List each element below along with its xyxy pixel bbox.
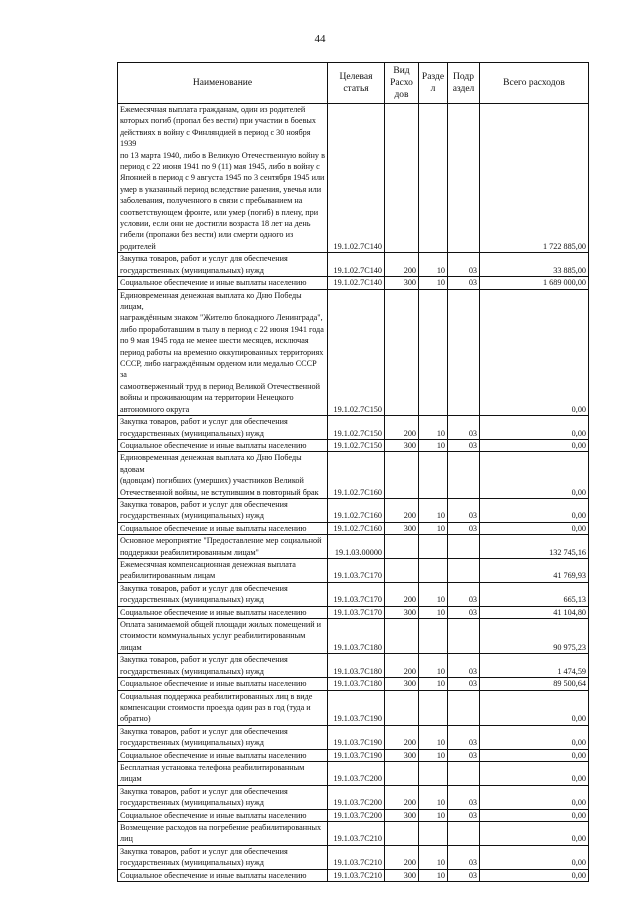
table-row	[118, 725, 589, 749]
cell-name: Единовременная денежная выплата ко Дню Победы лицам, награждённым знаком "Жителю блокадного Ленинграда", либо проработавшим в тылу в период с 22 июня 1941 года по 9 мая 1945 года не менее шести месяцев, исключая период работы на временно оккупированных территориях СССР, либо награждённым орденом или медалью СССР за самоотверженный труд в период Великой Отечественной войны и проживающим на территории Ненецкого автономного округа	[118, 289, 328, 415]
cell-vid: 300	[385, 869, 419, 881]
cell-name: Ежемесячная выплата гражданам, один из родителей которых погиб (пропал без вести) при участии в боевых действиях в войну с Финляндией в период с 30 ноября 1939 по 13 марта 1940, либо в Великую Отечественную войну в период с 22 июня 1941 по 9 (11) мая 1945, либо в войну с Японией в период с 9 августа 1945 по 3 сентября 1945 или умер в указанный период вследствие ранения, увечья или заболевания, полученного в связи с пребыванием на соответствующем фронте, или умер (погиб) в плену, при условии, если они не достигли возраста 18 лет на день гибели (пропажи без вести) или смерти одного из родителей	[118, 104, 328, 253]
cell-total: 132 745,16	[480, 535, 589, 559]
cell-vid	[385, 452, 419, 499]
cell-vid	[385, 535, 419, 559]
cell-total: 1 722 885,00	[480, 104, 589, 253]
cell-name: Закупка товаров, работ и услуг для обеспечения государственных (муниципальных) нужд	[118, 654, 328, 678]
table-row	[118, 499, 589, 523]
table-row	[118, 749, 589, 761]
page-number: 44	[314, 33, 326, 45]
cell-total: 0,00	[480, 415, 589, 439]
cell-name: Закупка товаров, работ и услуг для обеспечения государственных (муниципальных) нужд	[118, 499, 328, 523]
table-row	[118, 535, 589, 559]
header-podr: Подр аздел	[448, 63, 480, 104]
cell-podr	[448, 452, 480, 499]
cell-razdel: 10	[419, 277, 448, 289]
cell-total: 90 975,23	[480, 619, 589, 654]
cell-razdel: 10	[419, 654, 448, 678]
cell-podr	[448, 104, 480, 253]
cell-razdel	[419, 104, 448, 253]
cell-vid: 200	[385, 845, 419, 869]
cell-vid	[385, 690, 419, 725]
table-row	[118, 690, 589, 725]
cell-razdel	[419, 821, 448, 845]
cell-code: 19.1.03.7С190	[328, 749, 385, 761]
cell-razdel: 10	[419, 869, 448, 881]
cell-podr: 03	[448, 678, 480, 690]
cell-razdel: 10	[419, 749, 448, 761]
cell-vid: 200	[385, 654, 419, 678]
cell-vid	[385, 289, 419, 415]
cell-podr: 03	[448, 785, 480, 809]
table-row	[118, 104, 589, 253]
cell-razdel: 10	[419, 785, 448, 809]
cell-podr	[448, 535, 480, 559]
cell-code: 19.1.03.7С200	[328, 809, 385, 821]
cell-podr: 03	[448, 809, 480, 821]
table-row	[118, 439, 589, 451]
cell-name: Единовременная денежная выплата ко Дню Победы вдовам (вдовцам) погибших (умерших) участников Великой Отечественной войны, не вступившим в повторный брак	[118, 452, 328, 499]
cell-name: Социальное обеспечение и иные выплаты населению	[118, 277, 328, 289]
cell-total: 0,00	[480, 725, 589, 749]
cell-code: 19.1.03.7С190	[328, 725, 385, 749]
cell-vid: 300	[385, 277, 419, 289]
table-row	[118, 761, 589, 785]
cell-razdel: 10	[419, 439, 448, 451]
cell-podr: 03	[448, 606, 480, 618]
cell-code: 19.1.03.7С170	[328, 559, 385, 583]
cell-name: Бесплатная установка телефона реабилитированным лицам	[118, 761, 328, 785]
cell-name: Социальное обеспечение и иные выплаты населению	[118, 809, 328, 821]
cell-code: 19.1.02.7С140	[328, 253, 385, 277]
cell-code: 19.1.02.7С140	[328, 277, 385, 289]
table-row	[118, 619, 589, 654]
cell-podr: 03	[448, 522, 480, 534]
cell-vid: 200	[385, 499, 419, 523]
cell-vid: 200	[385, 253, 419, 277]
cell-total: 41 104,80	[480, 606, 589, 618]
cell-total: 0,00	[480, 845, 589, 869]
cell-podr: 03	[448, 499, 480, 523]
cell-vid: 300	[385, 809, 419, 821]
table-row	[118, 522, 589, 534]
cell-name: Социальное обеспечение и иные выплаты населению	[118, 678, 328, 690]
cell-razdel	[419, 559, 448, 583]
cell-vid	[385, 761, 419, 785]
cell-razdel: 10	[419, 678, 448, 690]
cell-code: 19.1.02.7С150	[328, 415, 385, 439]
cell-podr	[448, 289, 480, 415]
table-row	[118, 869, 589, 881]
table-row	[118, 809, 589, 821]
cell-podr: 03	[448, 654, 480, 678]
cell-podr: 03	[448, 869, 480, 881]
cell-code: 19.1.02.7С150	[328, 289, 385, 415]
cell-vid: 200	[385, 725, 419, 749]
cell-name: Закупка товаров, работ и услуг для обеспечения государственных (муниципальных) нужд	[118, 582, 328, 606]
cell-total: 0,00	[480, 809, 589, 821]
cell-total: 0,00	[480, 289, 589, 415]
cell-total: 0,00	[480, 749, 589, 761]
cell-podr: 03	[448, 749, 480, 761]
cell-code: 19.1.02.7С140	[328, 104, 385, 253]
table-row	[118, 678, 589, 690]
cell-name: Закупка товаров, работ и услуг для обеспечения государственных (муниципальных) нужд	[118, 725, 328, 749]
cell-name: Социальное обеспечение и иные выплаты населению	[118, 606, 328, 618]
cell-podr: 03	[448, 253, 480, 277]
cell-name: Закупка товаров, работ и услуг для обеспечения государственных (муниципальных) нужд	[118, 845, 328, 869]
cell-total: 0,00	[480, 522, 589, 534]
cell-vid: 200	[385, 582, 419, 606]
cell-code: 19.1.03.00000	[328, 535, 385, 559]
cell-code: 19.1.03.7С210	[328, 845, 385, 869]
cell-code: 19.1.03.7С170	[328, 582, 385, 606]
cell-vid: 300	[385, 439, 419, 451]
cell-razdel: 10	[419, 845, 448, 869]
table-row	[118, 582, 589, 606]
header-total: Всего расходов	[480, 63, 589, 104]
expenditure-table	[117, 62, 589, 882]
cell-razdel	[419, 535, 448, 559]
header-razdel: Разде л	[419, 63, 448, 104]
cell-total: 33 885,00	[480, 253, 589, 277]
cell-name: Социальная поддержка реабилитированных лиц в виде компенсации стоимости проезда один раз в год (туда и обратно)	[118, 690, 328, 725]
table-row	[118, 821, 589, 845]
cell-vid	[385, 619, 419, 654]
cell-vid: 300	[385, 678, 419, 690]
cell-total: 41 769,93	[480, 559, 589, 583]
cell-code: 19.1.03.7С210	[328, 821, 385, 845]
cell-vid: 300	[385, 606, 419, 618]
cell-vid: 300	[385, 522, 419, 534]
table-row	[118, 277, 589, 289]
cell-total: 1 474,59	[480, 654, 589, 678]
table-row	[118, 785, 589, 809]
cell-razdel	[419, 690, 448, 725]
cell-podr: 03	[448, 725, 480, 749]
cell-code: 19.1.02.7С150	[328, 439, 385, 451]
cell-razdel: 10	[419, 606, 448, 618]
cell-code: 19.1.03.7С200	[328, 785, 385, 809]
cell-vid: 300	[385, 749, 419, 761]
header-name: Наименование	[118, 63, 328, 104]
cell-razdel: 10	[419, 499, 448, 523]
cell-total: 0,00	[480, 499, 589, 523]
cell-podr	[448, 559, 480, 583]
cell-podr: 03	[448, 582, 480, 606]
cell-name: Социальное обеспечение и иные выплаты населению	[118, 522, 328, 534]
cell-podr	[448, 821, 480, 845]
cell-name: Основное мероприятие "Предоставление мер социальной поддержки реабилитированным лицам"	[118, 535, 328, 559]
cell-code: 19.1.03.7С180	[328, 619, 385, 654]
table-row	[118, 559, 589, 583]
table-row	[118, 654, 589, 678]
header-vid: Вид Расхо дов	[385, 63, 419, 104]
cell-name: Социальное обеспечение и иные выплаты населению	[118, 749, 328, 761]
cell-code: 19.1.02.7С160	[328, 522, 385, 534]
table-row	[118, 253, 589, 277]
cell-vid: 200	[385, 785, 419, 809]
cell-code: 19.1.03.7С170	[328, 606, 385, 618]
cell-razdel: 10	[419, 415, 448, 439]
cell-name: Возмещение расходов на погребение реабилитированных лиц	[118, 821, 328, 845]
cell-razdel: 10	[419, 253, 448, 277]
cell-total: 0,00	[480, 785, 589, 809]
cell-podr: 03	[448, 439, 480, 451]
cell-vid	[385, 104, 419, 253]
cell-total: 0,00	[480, 869, 589, 881]
table-row	[118, 845, 589, 869]
cell-podr: 03	[448, 845, 480, 869]
cell-razdel: 10	[419, 725, 448, 749]
cell-vid	[385, 559, 419, 583]
cell-razdel: 10	[419, 522, 448, 534]
cell-vid: 200	[385, 415, 419, 439]
cell-total: 0,00	[480, 452, 589, 499]
cell-code: 19.1.02.7С160	[328, 452, 385, 499]
cell-total: 665,13	[480, 582, 589, 606]
cell-code: 19.1.03.7С180	[328, 678, 385, 690]
table-row	[118, 452, 589, 499]
cell-razdel	[419, 761, 448, 785]
cell-code: 19.1.03.7С190	[328, 690, 385, 725]
cell-podr: 03	[448, 415, 480, 439]
cell-razdel	[419, 289, 448, 415]
cell-name: Оплата занимаемой общей площади жилых помещений и стоимости коммунальных услуг реабилитированным лицам	[118, 619, 328, 654]
cell-code: 19.1.03.7С210	[328, 869, 385, 881]
cell-total: 1 689 000,00	[480, 277, 589, 289]
header-code: Целевая статья	[328, 63, 385, 104]
cell-code: 19.1.03.7С180	[328, 654, 385, 678]
cell-total: 0,00	[480, 821, 589, 845]
cell-total: 89 500,64	[480, 678, 589, 690]
cell-name: Закупка товаров, работ и услуг для обеспечения государственных (муниципальных) нужд	[118, 253, 328, 277]
cell-total: 0,00	[480, 439, 589, 451]
cell-razdel	[419, 452, 448, 499]
cell-vid	[385, 821, 419, 845]
cell-name: Ежемесячная компенсационная денежная выплата реабилитированным лицам	[118, 559, 328, 583]
cell-name: Социальное обеспечение и иные выплаты населению	[118, 439, 328, 451]
cell-code: 19.1.02.7С160	[328, 499, 385, 523]
cell-code: 19.1.03.7С200	[328, 761, 385, 785]
cell-name: Закупка товаров, работ и услуг для обеспечения государственных (муниципальных) нужд	[118, 785, 328, 809]
table-header	[118, 63, 589, 104]
cell-podr: 03	[448, 277, 480, 289]
cell-podr	[448, 761, 480, 785]
table-row	[118, 606, 589, 618]
cell-name: Закупка товаров, работ и услуг для обеспечения государственных (муниципальных) нужд	[118, 415, 328, 439]
cell-razdel: 10	[419, 809, 448, 821]
cell-podr	[448, 690, 480, 725]
cell-total: 0,00	[480, 690, 589, 725]
cell-razdel: 10	[419, 582, 448, 606]
table-row	[118, 415, 589, 439]
cell-name: Социальное обеспечение и иные выплаты населению	[118, 869, 328, 881]
cell-razdel	[419, 619, 448, 654]
cell-total: 0,00	[480, 761, 589, 785]
table-row	[118, 289, 589, 415]
cell-podr	[448, 619, 480, 654]
